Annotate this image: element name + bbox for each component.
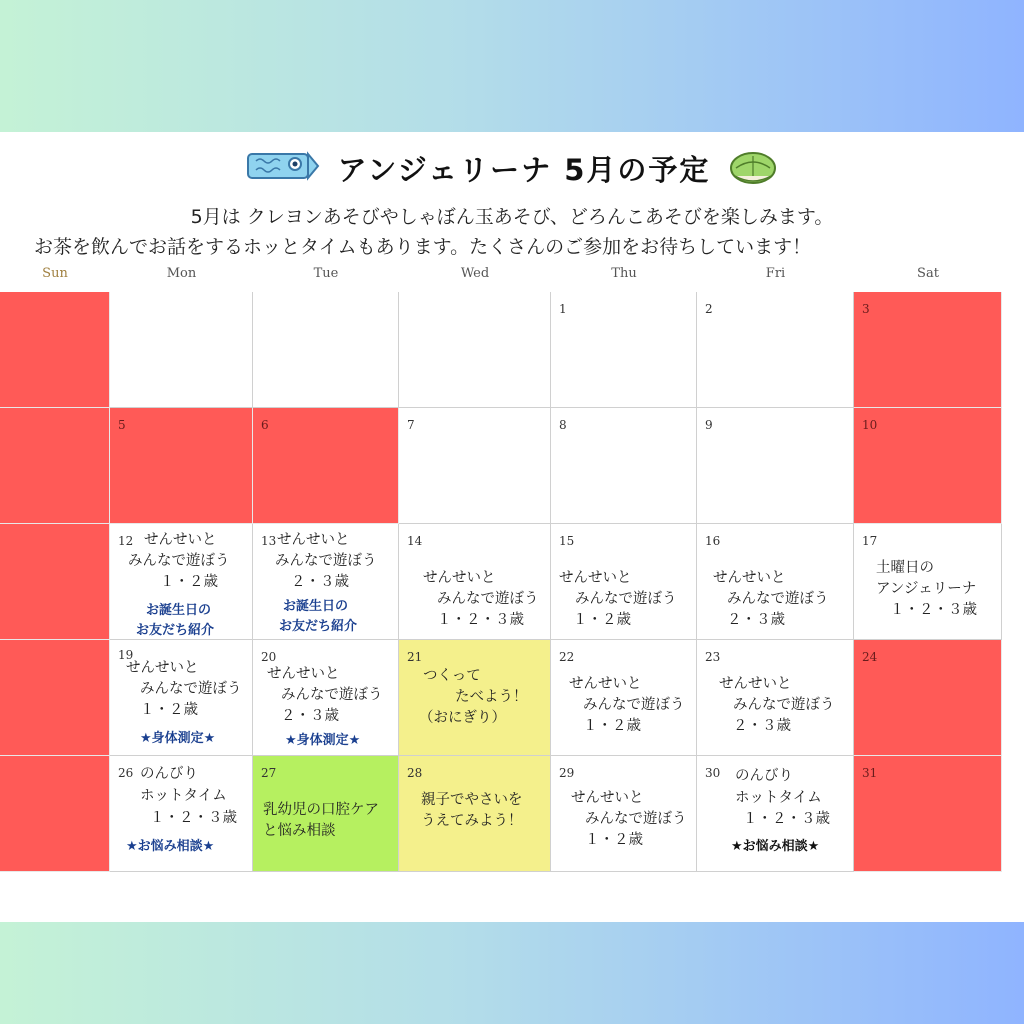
event-content [551,640,696,755]
day-number: 1 [559,302,567,316]
event-content [110,640,252,755]
event-content [399,524,550,639]
calendar-cell-31[interactable] [854,756,1002,872]
event-line: ホットタイム [735,790,822,806]
event-content [697,524,853,639]
event-note: お誕生日の [283,599,349,614]
event-note: ★お悩み相談★ [731,839,820,854]
day-number: 14 [407,534,423,548]
day-number: 22 [559,650,575,664]
calendar-cell-3[interactable] [854,292,1002,408]
day-number: 20 [261,650,277,664]
calendar-cell-18[interactable] [0,640,110,756]
event-line: のんびり [735,768,793,784]
event-line: せんせいと [267,666,340,682]
event-line: せんせいと [569,676,642,692]
calendar-cell-empty[interactable] [110,292,253,408]
event-line: みんなで遊ぼう [585,811,687,827]
event-note: ★身体測定★ [285,733,361,748]
event-content [253,640,398,755]
event-age: ２・３歳 [733,718,791,734]
day-number: 30 [705,766,721,780]
event-content [110,756,252,871]
calendar-cell-2[interactable] [697,292,854,408]
calendar-cell-21[interactable] [399,640,551,756]
weekday-mon: Mon [166,266,197,281]
calendar-cell-1[interactable] [551,292,697,408]
event-line: せんせいと [719,676,792,692]
event-line: みんなで遊ぼう [575,591,677,607]
day-number: 29 [559,766,575,780]
event-note: ★お悩み相談★ [126,839,215,854]
calendar-cell-11[interactable] [0,524,110,640]
weekday-wed: Wed [460,266,490,281]
event-age: ２・３歳 [291,574,349,590]
day-number: 28 [407,766,423,780]
event-line: せんせいと [559,570,632,586]
event-line: たべよう！ [455,689,528,705]
calendar-cell-6[interactable] [253,408,399,524]
day-number: 23 [705,650,721,664]
calendar-cell-29[interactable] [551,756,697,872]
event-content [253,524,398,639]
calendar-cell-10[interactable] [854,408,1002,524]
day-number: 16 [705,534,721,548]
calendar-cell-25[interactable] [0,756,110,872]
day-number: 2 [705,302,713,316]
calendar-cell-30[interactable] [697,756,854,872]
koinobori-icon [246,149,320,187]
event-note: お誕生日の [146,603,212,618]
weekday-thu: Thu [611,266,637,281]
calendar-cell-19[interactable] [110,640,253,756]
event-line: つくって [423,668,481,684]
event-line: と悩み相談 [263,823,336,839]
event-age: １・２・３歳 [150,810,237,826]
event-content [253,756,398,871]
day-number: 27 [261,766,277,780]
day-number: 17 [862,534,878,548]
calendar-cell-8[interactable] [551,408,697,524]
event-age: １・２歳 [585,832,643,848]
event-line: みんなで遊ぼう [140,681,242,697]
event-content [551,524,696,639]
event-age: １・２・３歳 [743,811,830,827]
day-number: 3 [862,302,870,316]
event-line: せんせいと [571,790,644,806]
event-line: みんなで遊ぼう [583,697,685,713]
calendar-cell-7[interactable] [399,408,551,524]
event-line: のんびり [140,766,198,782]
top-gradient-band [0,0,1024,132]
event-content [697,756,853,871]
calendar-cell-20[interactable] [253,640,399,756]
calendar-cell-26[interactable] [110,756,253,872]
event-content [854,524,1001,639]
intro-line-2: お茶を飲んでお話をするホッとタイムもあります。たくさんのご参加をお待ちしています！ [34,236,812,258]
calendar-cell-28[interactable] [399,756,551,872]
weekday-fri: Fri [765,266,786,281]
title-row [0,146,1024,190]
event-line: みんなで遊ぼう [727,591,829,607]
calendar-cell-4[interactable] [0,408,110,524]
event-line: せんせいと [277,532,350,548]
calendar-cell-23[interactable] [697,640,854,756]
calendar-cell-14[interactable] [399,524,551,640]
event-line: せんせいと [144,532,217,548]
event-line: みんなで遊ぼう [275,553,377,569]
event-age: １・２・３歳 [437,612,524,628]
event-content [399,640,550,755]
calendar-cell-17[interactable] [854,524,1002,640]
calendar-cell-empty[interactable] [0,292,110,408]
weekday-sat: Sat [917,266,939,281]
event-line: （おにぎり） [419,710,506,726]
event-content [399,756,550,871]
event-line: みんなで遊ぼう [437,591,539,607]
event-age: １・２歳 [573,612,631,628]
day-number: 9 [705,418,713,432]
event-line: 乳幼児の口腔ケア [263,802,379,818]
event-line: せんせいと [713,570,786,586]
event-content [697,640,853,755]
event-age: ２・３歳 [727,612,785,628]
event-note: お友だち紹介 [136,623,215,638]
event-age: ２・３歳 [281,708,339,724]
calendar-cell-24[interactable] [854,640,1002,756]
event-age: １・２歳 [160,574,218,590]
event-line: せんせいと [126,660,199,676]
day-number: 6 [261,418,269,432]
event-line: アンジェリーナ [876,581,977,597]
calendar-cell-empty[interactable] [399,292,551,408]
day-number: 31 [862,766,878,780]
calendar-cell-15[interactable] [551,524,697,640]
intro-line-1: 5月は クレヨンあそびやしゃぼん玉あそび、どろんこあそびを楽しみます。 [190,206,834,228]
bottom-gradient-band [0,922,1024,1024]
calendar-cell-5[interactable] [110,408,253,524]
calendar-cell-13[interactable] [253,524,399,640]
page-title: アンジェリーナ 5月の予定 [337,152,711,187]
event-line: みんなで遊ぼう [128,553,230,569]
day-number: 7 [407,418,415,432]
calendar-cell-27[interactable] [253,756,399,872]
calendar-cell-22[interactable] [551,640,697,756]
event-note: ★身体測定★ [140,731,216,746]
day-number: 24 [862,650,878,664]
event-line: 土曜日の [876,560,934,576]
kashiwa-mochi-icon [728,146,778,190]
event-age: １・２歳 [583,718,641,734]
weekday-tue: Tue [313,266,339,281]
day-number: 12 [118,534,134,548]
calendar-grid [0,292,1024,872]
event-note: お友だち紹介 [279,619,358,634]
event-age: １・２・３歳 [890,602,977,618]
event-line: ホットタイム [140,788,227,804]
day-number: 21 [407,650,423,664]
calendar-cell-empty[interactable] [253,292,399,408]
event-content [551,756,696,871]
day-number: 26 [118,766,134,780]
day-number: 5 [118,418,126,432]
event-age: １・２歳 [140,702,198,718]
event-line: みんなで遊ぼう [733,697,835,713]
day-number: 10 [862,418,878,432]
day-number: 13 [261,534,277,548]
weekday-header [0,266,1024,286]
event-content [110,524,252,639]
calendar-cell-9[interactable] [697,408,854,524]
day-number: 15 [559,534,575,548]
calendar-cell-16[interactable] [697,524,854,640]
weekday-sun: Sun [42,266,68,281]
day-number: 19 [118,648,134,662]
calendar-cell-12[interactable] [110,524,253,640]
day-number: 8 [559,418,567,432]
event-line: 親子でやさいを [421,792,523,808]
event-line: せんせいと [423,570,496,586]
event-line: みんなで遊ぼう [281,687,383,703]
event-line: うえてみよう！ [421,813,523,829]
